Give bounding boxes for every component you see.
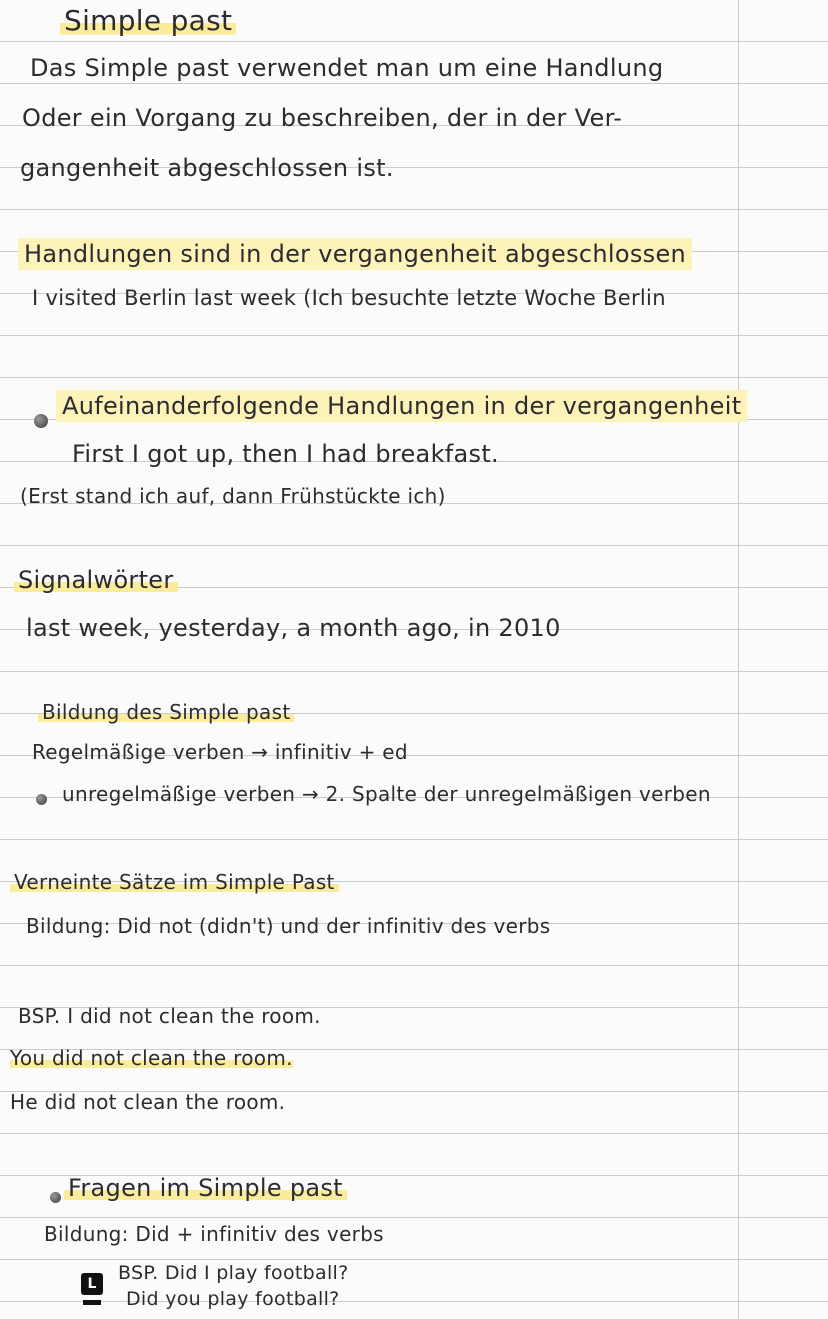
section1-heading-text: Handlungen sind in der vergangenheit abgeschlossen	[18, 238, 692, 270]
bullet-icon	[34, 414, 48, 428]
bildung-irregular: unregelmäßige verben → 2. Spalte der unregelmäßigen verben	[62, 782, 711, 806]
signal-heading-text: Signalwörter	[14, 566, 178, 594]
section2-heading-text: Aufeinanderfolgende Handlungen in der vergangenheit	[56, 390, 747, 422]
questions-example-1: BSP. Did I play football?	[118, 1262, 349, 1284]
intro-line-2: Oder ein Vorgang zu beschreiben, der in der Ver-	[22, 104, 623, 132]
bildung-heading	[38, 700, 294, 724]
signal-words: last week, yesterday, a month ago, in 2010	[26, 614, 561, 642]
intro-line-3: gangenheit abgeschlossen ist.	[20, 154, 394, 182]
section2-translation: (Erst stand ich auf, dann Frühstückte ich)	[20, 484, 446, 508]
bullet-icon	[50, 1192, 61, 1203]
example-line-1: BSP. I did not clean the room.	[18, 1004, 321, 1028]
title-text: Simple past	[60, 4, 236, 37]
page-title	[60, 4, 236, 37]
negation-heading-text: Verneinte Sätze im Simple Past	[10, 870, 339, 894]
questions-example-2: Did you play football?	[126, 1288, 340, 1310]
section2-heading	[56, 392, 747, 420]
example-line-2	[10, 1046, 293, 1070]
logo-icon: L	[81, 1273, 103, 1295]
bildung-regular: Regelmäßige verben → infinitiv + ed	[32, 740, 408, 764]
example-line-2-text: You did not clean the room.	[10, 1046, 293, 1070]
margin-line	[738, 0, 739, 1319]
section1-heading	[18, 240, 692, 268]
signal-heading	[14, 566, 178, 594]
bullet-icon	[36, 794, 47, 805]
questions-rule: Bildung: Did + infinitiv des verbs	[44, 1222, 384, 1246]
negation-heading	[10, 870, 339, 894]
intro-line-1: Das Simple past verwendet man um eine Handlung	[30, 54, 664, 82]
questions-heading	[64, 1174, 347, 1202]
logo-dash	[83, 1300, 101, 1305]
section1-example: I visited Berlin last week (Ich besuchte letzte Woche Berlin	[32, 286, 666, 310]
section2-example: First I got up, then I had breakfast.	[72, 440, 499, 468]
negation-rule: Bildung: Did not (didn't) und der infinitiv des verbs	[26, 914, 551, 938]
questions-heading-text: Fragen im Simple past	[64, 1174, 347, 1202]
bildung-heading-text: Bildung des Simple past	[38, 700, 294, 724]
example-line-3: He did not clean the room.	[10, 1090, 286, 1114]
